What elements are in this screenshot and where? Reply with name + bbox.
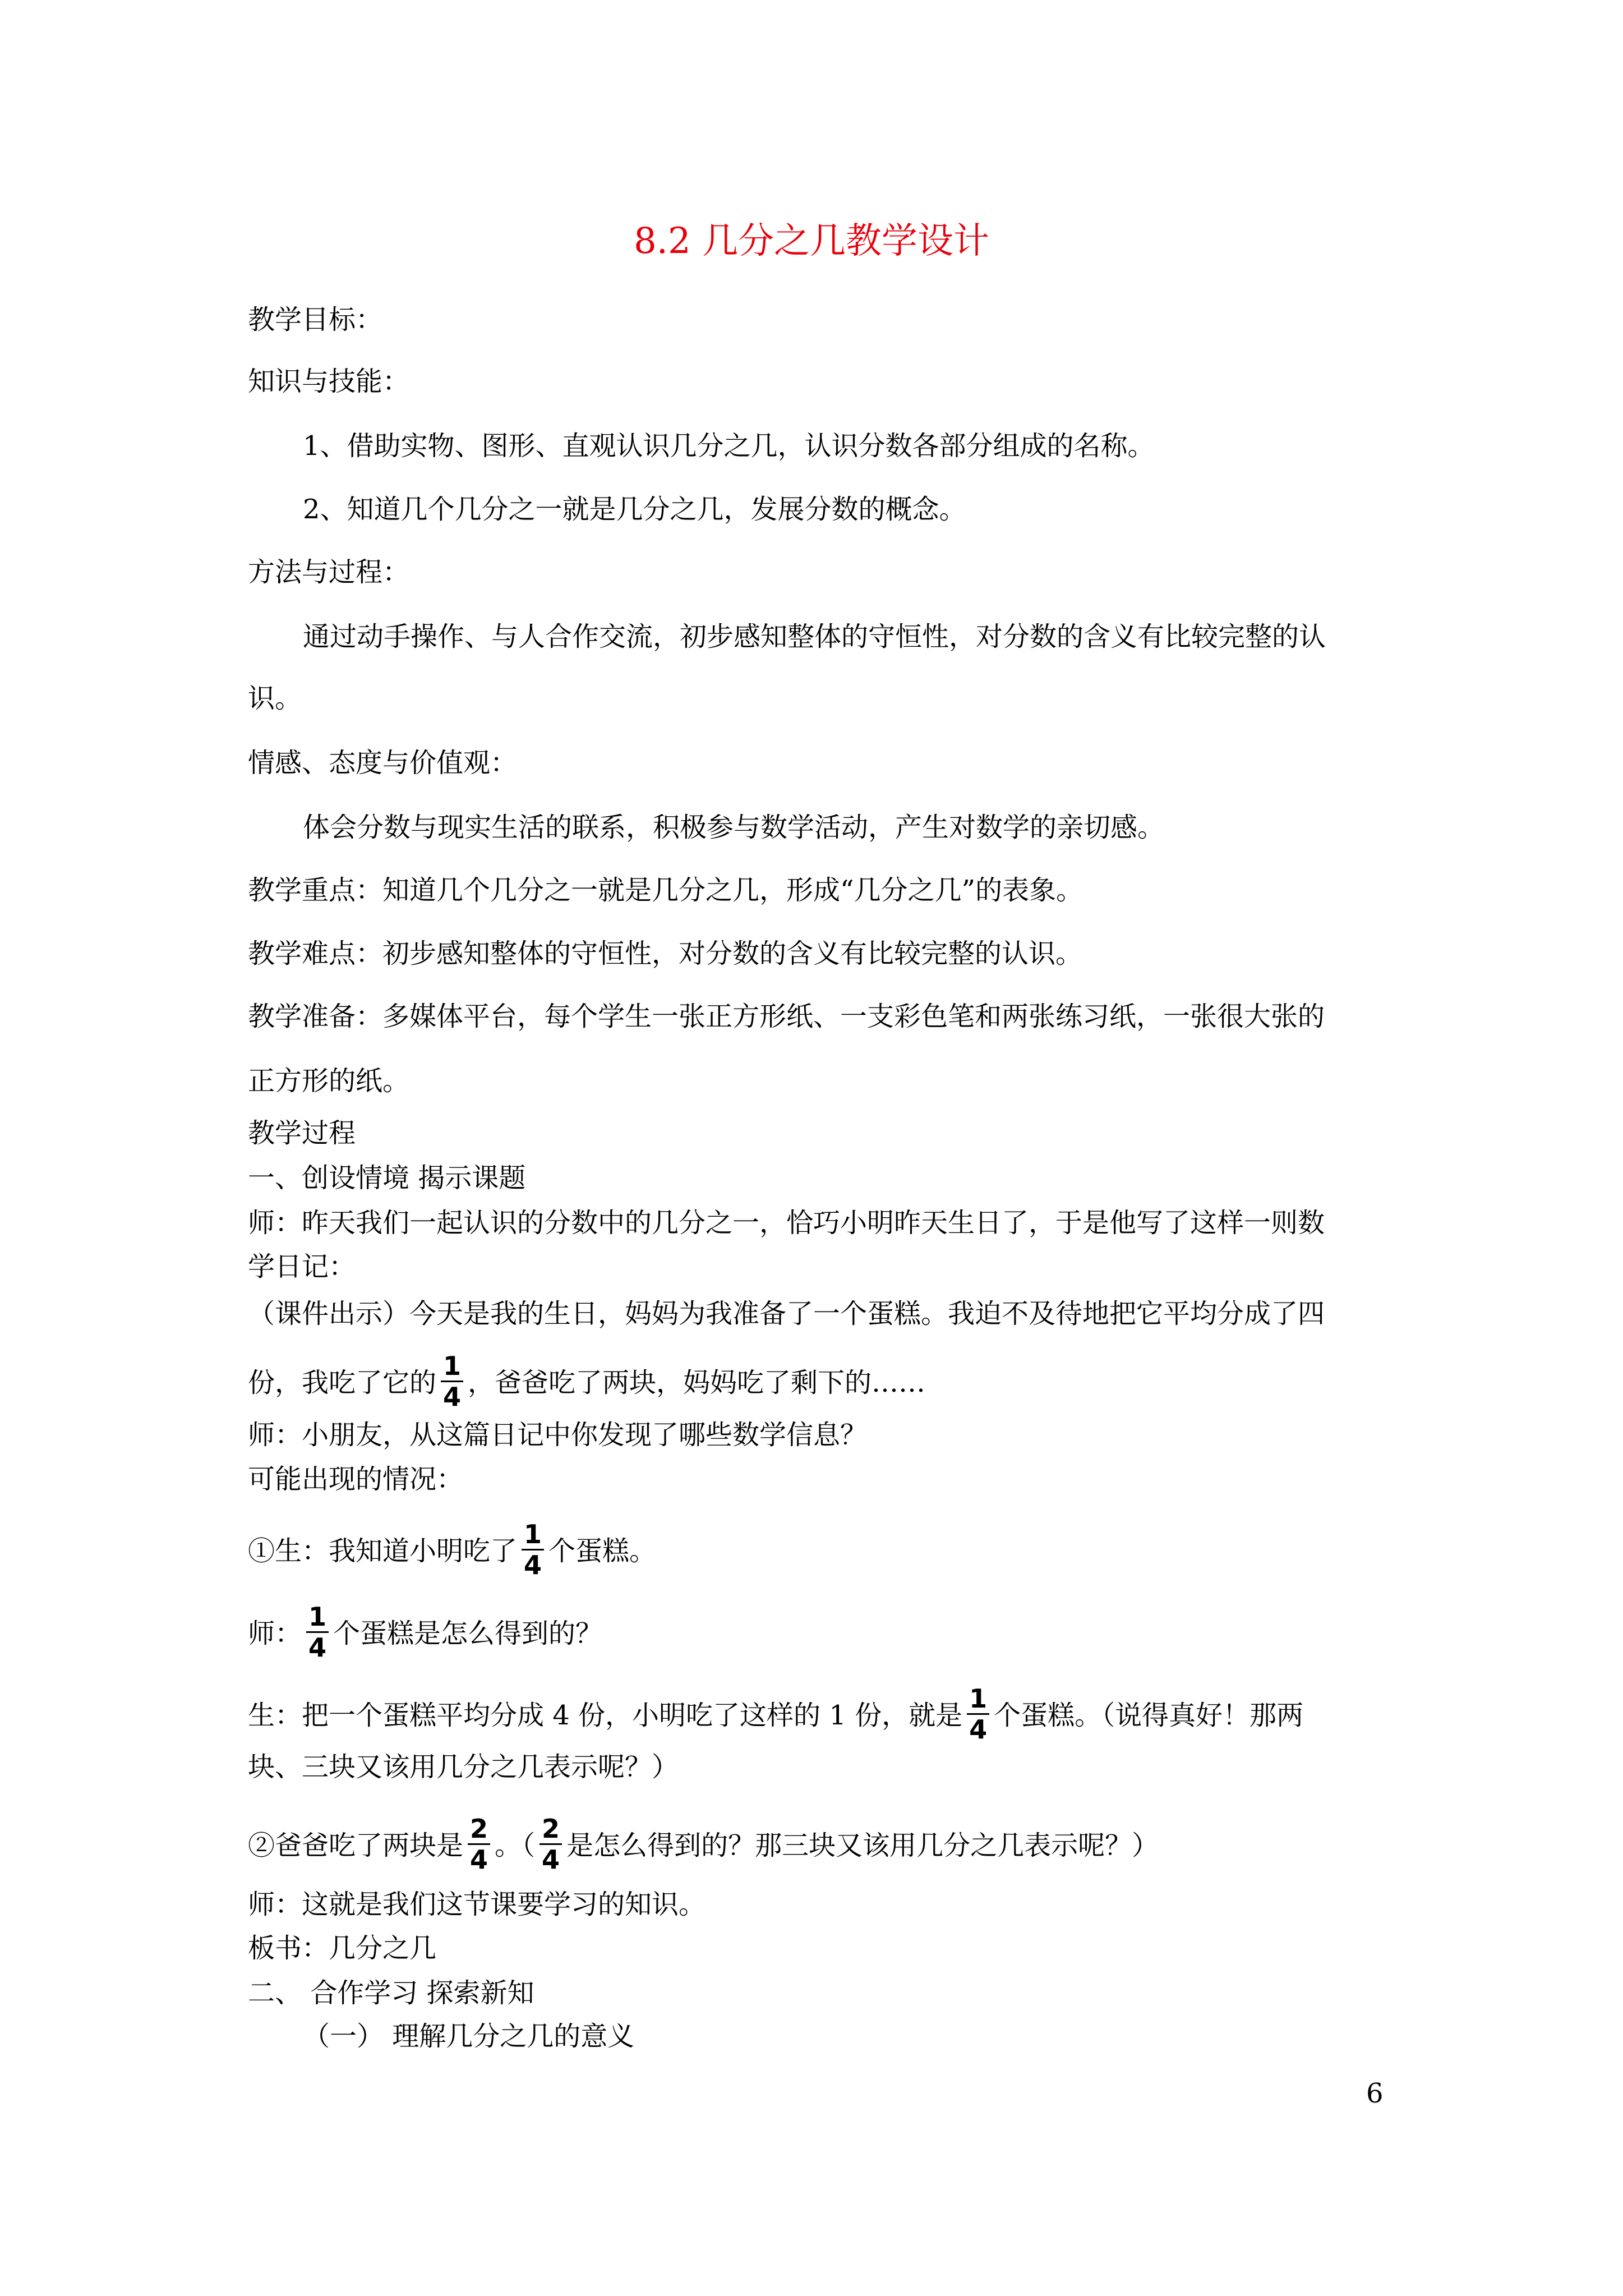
student-answer-1-start: ①生：我知道小明吃了 (248, 1535, 518, 1567)
objective-1: 1、借助实物、图形、直观认识几分之几，认识分数各部分组成的名称。 (303, 430, 1155, 462)
fraction-numerator: 1 (522, 1520, 544, 1550)
student-answer-2 (248, 1683, 1304, 1747)
fraction-numerator: 1 (306, 1602, 329, 1633)
diary-line-2 (248, 1351, 926, 1415)
fraction-two-quarters (468, 1814, 490, 1874)
key-point: 教学重点：知道几个几分之一就是几分之几，形成“几分之几”的表象。 (248, 875, 1083, 906)
student-answer-1 (248, 1519, 657, 1583)
diary-line-2-start: 份，我吃了它的 (248, 1367, 437, 1398)
teacher-line-1-cont: 学日记： (248, 1251, 356, 1282)
emotion-text: 体会分数与现实生活的联系，积极参与数学活动，产生对数学的亲切感。 (303, 812, 1165, 843)
possible-cases: 可能出现的情况： (248, 1464, 464, 1495)
part-one-heading: 一、创设情境 揭示课题 (248, 1162, 526, 1194)
diary-line-1: （课件出示）今天是我的生日，妈妈为我准备了一个蛋糕。我迫不及待地把它平均分成了四 (248, 1298, 1325, 1329)
fraction-denominator: 4 (308, 1632, 327, 1663)
subheading-emotion: 情感、态度与价值观： (248, 747, 518, 779)
teacher-summary: 师：这就是我们这节课要学习的知识。 (248, 1889, 706, 1920)
preparation-cont: 正方形的纸。 (248, 1065, 410, 1097)
student-answer-2-cont: 块、三块又该用几分之几表示呢？） (248, 1751, 679, 1783)
fraction-one-quarter (522, 1520, 544, 1580)
teacher-question-2-start: 师： (248, 1618, 302, 1649)
subsection-one-heading: （一） 理解几分之几的意义 (303, 2021, 635, 2052)
teacher-question-2-end: 个蛋糕是怎么得到的？ (333, 1618, 603, 1649)
teacher-question-2 (248, 1602, 603, 1665)
fraction-one-quarter (306, 1602, 329, 1662)
subheading-knowledge: 知识与技能： (248, 366, 410, 397)
page-number: 6 (1366, 2078, 1384, 2109)
fraction-numerator: 1 (967, 1684, 989, 1715)
student-answer-2-end: 个蛋糕。（说得真好！那两 (994, 1700, 1304, 1731)
method-text: 通过动手操作、与人合作交流，初步感知整体的守恒性，对分数的含义有比较完整的认 (303, 621, 1326, 652)
difficult-point: 教学难点：初步感知整体的守恒性，对分数的含义有比较完整的认识。 (248, 938, 1083, 969)
process-heading: 教学过程 (248, 1117, 356, 1149)
fraction-two-quarters (540, 1814, 562, 1874)
dad-answer-start: ②爸爸吃了两块是 (248, 1830, 464, 1861)
dad-answer (248, 1814, 1159, 1878)
fraction-denominator: 4 (524, 1550, 542, 1580)
board-writing: 板书：几分之几 (248, 1932, 437, 1964)
teacher-line-1: 师：昨天我们一起认识的分数中的几分之一，恰巧小明昨天生日了，于是他写了这样一则数 (248, 1207, 1325, 1239)
dad-answer-end: 是怎么得到的？那三块又该用几分之几表示呢？） (566, 1830, 1159, 1861)
fraction-numerator: 2 (468, 1814, 490, 1845)
objective-2: 2、知道几个几分之一就是几分之几，发展分数的概念。 (303, 494, 966, 525)
method-text-cont: 识。 (248, 683, 302, 714)
document-title: 8.2 几分之几教学设计 (633, 220, 990, 262)
fraction-numerator: 1 (441, 1351, 463, 1382)
fraction-denominator: 4 (542, 1844, 560, 1875)
diary-line-2-end: ，爸爸吃了两块，妈妈吃了剩下的…… (468, 1367, 926, 1398)
teacher-question: 师：小朋友，从这篇日记中你发现了哪些数学信息？ (248, 1419, 868, 1451)
fraction-one-quarter (441, 1351, 463, 1411)
dad-answer-mid: 。（ (495, 1830, 536, 1861)
fraction-one-quarter (967, 1684, 989, 1744)
fraction-denominator: 4 (969, 1714, 988, 1745)
fraction-numerator: 2 (540, 1814, 562, 1845)
subheading-method: 方法与过程： (248, 556, 410, 588)
student-answer-2-start: 生：把一个蛋糕平均分成 4 份，小明吃了这样的 1 份，就是 (248, 1700, 963, 1731)
section-objectives: 教学目标： (248, 304, 383, 335)
preparation: 教学准备：多媒体平台，每个学生一张正方形纸、一支彩色笔和两张练习纸，一张很大张的 (248, 1001, 1325, 1032)
fraction-denominator: 4 (443, 1382, 462, 1412)
fraction-denominator: 4 (470, 1844, 488, 1875)
student-answer-1-end: 个蛋糕。 (548, 1535, 657, 1567)
part-two-heading: 二、 合作学习 探索新知 (248, 1977, 534, 2009)
